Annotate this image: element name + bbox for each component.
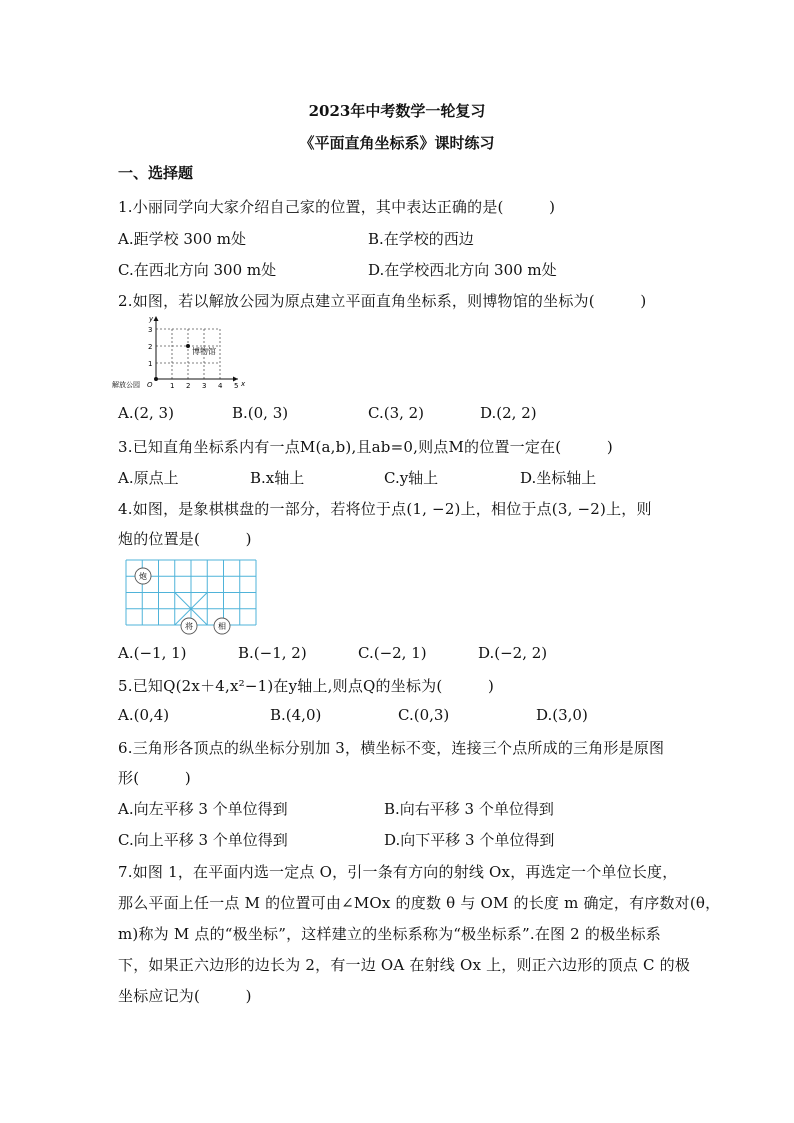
section-heading: 一、选择题 [118, 164, 194, 182]
question-3-option-d: D.坐标轴上 [520, 469, 597, 487]
question-4-option-a: A.(−1, 1) [118, 644, 187, 662]
y-tick-3: 3 [148, 326, 153, 334]
piece-pao [135, 568, 151, 584]
x-tick-3: 3 [202, 382, 207, 390]
question-6-option-c: C.向上平移 3 个单位得到 [118, 831, 288, 849]
question-3-option-a: A.原点上 [118, 469, 179, 487]
coordinate-grid-figure [110, 312, 255, 392]
question-1-option-a: A.距学校 300 m处 [118, 230, 246, 248]
worksheet-subtitle: 《平面直角坐标系》课时练习 [299, 134, 495, 152]
piece-jiang [181, 618, 197, 634]
question-4-stem-line-2: 炮的位置是( ) [118, 530, 252, 548]
question-7-stem-line-4: 下，如果正六边形的边长为 2，有一边 OA 在射线 Ox 上，则正六边形的顶点 C 的极 [118, 956, 691, 974]
question-4-option-d: D.(−2, 2) [478, 644, 548, 662]
piece-xiang [214, 618, 230, 634]
question-1-option-c: C.在西北方向 300 m处 [118, 261, 277, 279]
question-2-option-d: D.(2, 2) [480, 404, 537, 422]
svg-text:炮: 炮 [139, 572, 147, 581]
question-1-option-b: B.在学校的西边 [368, 230, 474, 248]
chess-board-figure [122, 558, 260, 638]
question-1-option-d: D.在学校西北方向 300 m处 [368, 261, 557, 279]
question-6-option-a: A.向左平移 3 个单位得到 [118, 800, 288, 818]
question-3-option-b: B.x轴上 [250, 469, 305, 487]
question-1-stem: 1.小丽同学向大家介绍自己家的位置，其中表达正确的是( ) [118, 198, 556, 216]
question-6-option-d: D.向下平移 3 个单位得到 [384, 831, 555, 849]
question-2-stem: 2.如图，若以解放公园为原点建立平面直角坐标系，则博物馆的坐标为( ) [118, 292, 647, 310]
question-2-option-c: C.(3, 2) [368, 404, 425, 422]
y-tick-1: 1 [148, 360, 153, 368]
question-7-stem-line-2: 那么平面上任一点 M 的位置可由∠MOx 的度数 θ 与 OM 的长度 m 确定，有序数对(θ， [118, 894, 721, 912]
museum-label: 博物馆 [192, 347, 216, 356]
y-tick-2: 2 [148, 343, 153, 351]
question-5-option-c: C.(0,3) [398, 706, 450, 724]
question-5-stem: 5.已知Q(2x＋4,x²−1)在y轴上,则点Q的坐标为( ) [118, 677, 495, 695]
question-4-option-b: B.(−1, 2) [238, 644, 307, 662]
x-tick-1: 1 [170, 382, 175, 390]
question-2-option-a: A.(2, 3) [118, 404, 174, 422]
x-tick-2: 2 [186, 382, 191, 390]
question-3-option-c: C.y轴上 [384, 469, 439, 487]
question-7-stem-line-5: 坐标应记为( ) [118, 987, 252, 1005]
museum-point [186, 344, 190, 348]
y-axis-label: y [149, 315, 154, 323]
question-2-option-b: B.(0, 3) [232, 404, 289, 422]
x-tick-4: 4 [218, 382, 223, 390]
worksheet-title: 2023年中考数学一轮复习 [308, 102, 486, 120]
origin-o-label: O [147, 381, 153, 389]
svg-text:相: 相 [218, 622, 226, 631]
question-5-option-b: B.(4,0) [270, 706, 322, 724]
question-7-stem-line-1: 7.如图 1，在平面内选一定点 O，引一条有方向的射线 Ox，再选定一个单位长度， [118, 863, 678, 881]
question-6-option-b: B.向右平移 3 个单位得到 [384, 800, 554, 818]
question-7-stem-line-3: m)称为 M 点的“极坐标”，这样建立的坐标系称为“极坐标系”.在图 2 的极坐标系 [118, 925, 661, 943]
question-5-option-d: D.(3,0) [536, 706, 588, 724]
question-6-stem-line-1: 6.三角形各顶点的纵坐标分别加 3，横坐标不变，连接三个点所成的三角形是原图 [118, 739, 665, 757]
question-4-stem-line-1: 4.如图，是象棋棋盘的一部分，若将位于点(1, −2)上，相位于点(3, −2)上，则 [118, 500, 652, 518]
question-3-stem: 3.已知直角坐标系内有一点M(a,b),且ab=0,则点M的位置一定在( ) [118, 438, 613, 456]
question-5-option-a: A.(0,4) [118, 706, 170, 724]
x-tick-5: 5 [234, 382, 239, 390]
origin-label: 解放公园 [112, 381, 140, 389]
svg-text:将: 将 [185, 622, 193, 631]
question-6-stem-line-2: 形( ) [118, 769, 191, 787]
origin-point [154, 377, 158, 381]
question-4-option-c: C.(−2, 1) [358, 644, 427, 662]
x-axis-label: x [241, 380, 246, 388]
